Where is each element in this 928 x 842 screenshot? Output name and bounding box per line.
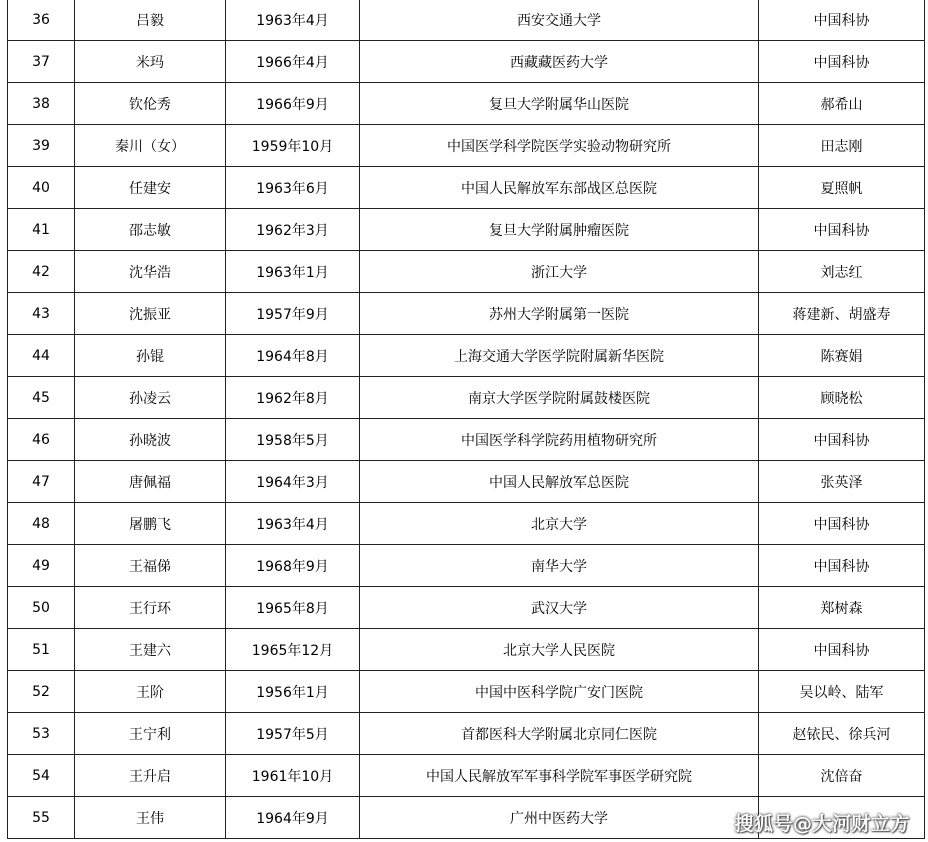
table-row — [8, 377, 925, 419]
work-unit-cell: 复旦大学附属肿瘤医院 — [360, 209, 759, 251]
recommender-cell: 中国科协 — [759, 629, 925, 671]
table-row — [8, 83, 925, 125]
name-cell: 孙凌云 — [75, 377, 226, 419]
name-cell: 钦伦秀 — [75, 83, 226, 125]
name-cell: 邵志敏 — [75, 209, 226, 251]
row-number-cell: 50 — [8, 587, 75, 629]
row-number-cell: 40 — [8, 167, 75, 209]
work-unit-cell: 中国人民解放军总医院 — [360, 461, 759, 503]
recommender-cell: 顾晓松 — [759, 377, 925, 419]
birth-date-cell: 1966年9月 — [226, 83, 360, 125]
name-cell: 唐佩福 — [75, 461, 226, 503]
candidate-table-body — [8, 0, 925, 839]
row-number-cell: 39 — [8, 125, 75, 167]
candidate-table — [7, 0, 925, 839]
recommender-cell: 中国科协 — [759, 209, 925, 251]
row-number-cell: 55 — [8, 797, 75, 839]
birth-date-cell: 1956年1月 — [226, 671, 360, 713]
work-unit-cell: 武汉大学 — [360, 587, 759, 629]
table-row — [8, 293, 925, 335]
birth-date-cell: 1961年10月 — [226, 755, 360, 797]
table-row — [8, 125, 925, 167]
recommender-cell: 中国科协 — [759, 545, 925, 587]
birth-date-cell: 1965年8月 — [226, 587, 360, 629]
row-number-cell: 43 — [8, 293, 75, 335]
name-cell: 王福俤 — [75, 545, 226, 587]
birth-date-cell: 1963年1月 — [226, 251, 360, 293]
birth-date-cell: 1959年10月 — [226, 125, 360, 167]
row-number-cell: 53 — [8, 713, 75, 755]
recommender-cell: 郝希山 — [759, 83, 925, 125]
table-row — [8, 671, 925, 713]
table-row — [8, 587, 925, 629]
table-row — [8, 713, 925, 755]
name-cell: 王行环 — [75, 587, 226, 629]
table-row — [8, 209, 925, 251]
birth-date-cell: 1963年4月 — [226, 0, 360, 41]
recommender-cell: 沈倍奋 — [759, 755, 925, 797]
name-cell: 王阶 — [75, 671, 226, 713]
name-cell: 吕毅 — [75, 0, 226, 41]
row-number-cell: 41 — [8, 209, 75, 251]
recommender-cell: 夏照帆 — [759, 167, 925, 209]
work-unit-cell: 西藏藏医药大学 — [360, 41, 759, 83]
birth-date-cell: 1964年8月 — [226, 335, 360, 377]
work-unit-cell: 西安交通大学 — [360, 0, 759, 41]
work-unit-cell: 复旦大学附属华山医院 — [360, 83, 759, 125]
birth-date-cell: 1964年3月 — [226, 461, 360, 503]
row-number-cell: 52 — [8, 671, 75, 713]
work-unit-cell: 北京大学 — [360, 503, 759, 545]
name-cell: 任建安 — [75, 167, 226, 209]
table-row — [8, 629, 925, 671]
work-unit-cell: 苏州大学附属第一医院 — [360, 293, 759, 335]
work-unit-cell: 广州中医药大学 — [360, 797, 759, 839]
table-row — [8, 0, 925, 41]
name-cell: 沈华浩 — [75, 251, 226, 293]
work-unit-cell: 中国人民解放军东部战区总医院 — [360, 167, 759, 209]
watermark: 搜狐号@大河财立方 — [734, 813, 910, 835]
row-number-cell: 54 — [8, 755, 75, 797]
table-row — [8, 335, 925, 377]
birth-date-cell: 1962年8月 — [226, 377, 360, 419]
work-unit-cell: 南京大学医学院附属鼓楼医院 — [360, 377, 759, 419]
name-cell: 米玛 — [75, 41, 226, 83]
recommender-cell: 中国科协 — [759, 0, 925, 41]
birth-date-cell: 1964年9月 — [226, 797, 360, 839]
birth-date-cell: 1966年4月 — [226, 41, 360, 83]
recommender-cell: 赵铱民、徐兵河 — [759, 713, 925, 755]
work-unit-cell: 南华大学 — [360, 545, 759, 587]
work-unit-cell: 中国医学科学院医学实验动物研究所 — [360, 125, 759, 167]
name-cell: 王建六 — [75, 629, 226, 671]
table-row — [8, 461, 925, 503]
name-cell: 孙晓波 — [75, 419, 226, 461]
recommender-cell: 郑树森 — [759, 587, 925, 629]
row-number-cell: 47 — [8, 461, 75, 503]
name-cell: 王伟 — [75, 797, 226, 839]
name-cell: 屠鹏飞 — [75, 503, 226, 545]
recommender-cell: 陈赛娟 — [759, 335, 925, 377]
table-row — [8, 251, 925, 293]
birth-date-cell: 1963年6月 — [226, 167, 360, 209]
birth-date-cell: 1957年9月 — [226, 293, 360, 335]
row-number-cell: 44 — [8, 335, 75, 377]
name-cell: 王宁利 — [75, 713, 226, 755]
row-number-cell: 48 — [8, 503, 75, 545]
recommender-cell: 中国科协 — [759, 419, 925, 461]
recommender-cell: 田志刚 — [759, 125, 925, 167]
name-cell: 秦川（女） — [75, 125, 226, 167]
row-number-cell: 42 — [8, 251, 75, 293]
birth-date-cell: 1963年4月 — [226, 503, 360, 545]
recommender-cell: 张英泽 — [759, 461, 925, 503]
work-unit-cell: 中国人民解放军军事科学院军事医学研究院 — [360, 755, 759, 797]
work-unit-cell: 首都医科大学附属北京同仁医院 — [360, 713, 759, 755]
row-number-cell: 51 — [8, 629, 75, 671]
row-number-cell: 46 — [8, 419, 75, 461]
row-number-cell: 37 — [8, 41, 75, 83]
table-row — [8, 503, 925, 545]
name-cell: 王升启 — [75, 755, 226, 797]
work-unit-cell: 中国医学科学院药用植物研究所 — [360, 419, 759, 461]
table-row — [8, 545, 925, 587]
table-row — [8, 167, 925, 209]
recommender-cell: 中国科协 — [759, 503, 925, 545]
recommender-cell: 蒋建新、胡盛寿 — [759, 293, 925, 335]
recommender-cell: 吴以岭、陆军 — [759, 671, 925, 713]
table-row — [8, 755, 925, 797]
birth-date-cell: 1965年12月 — [226, 629, 360, 671]
birth-date-cell: 1962年3月 — [226, 209, 360, 251]
birth-date-cell: 1968年9月 — [226, 545, 360, 587]
birth-date-cell: 1958年5月 — [226, 419, 360, 461]
recommender-cell: 刘志红 — [759, 251, 925, 293]
table-row — [8, 41, 925, 83]
row-number-cell: 45 — [8, 377, 75, 419]
table-row — [8, 419, 925, 461]
row-number-cell: 36 — [8, 0, 75, 41]
row-number-cell: 49 — [8, 545, 75, 587]
work-unit-cell: 上海交通大学医学院附属新华医院 — [360, 335, 759, 377]
recommender-cell: 中国科协 — [759, 41, 925, 83]
name-cell: 孙锟 — [75, 335, 226, 377]
row-number-cell: 38 — [8, 83, 75, 125]
work-unit-cell: 北京大学人民医院 — [360, 629, 759, 671]
birth-date-cell: 1957年5月 — [226, 713, 360, 755]
name-cell: 沈振亚 — [75, 293, 226, 335]
work-unit-cell: 中国中医科学院广安门医院 — [360, 671, 759, 713]
work-unit-cell: 浙江大学 — [360, 251, 759, 293]
